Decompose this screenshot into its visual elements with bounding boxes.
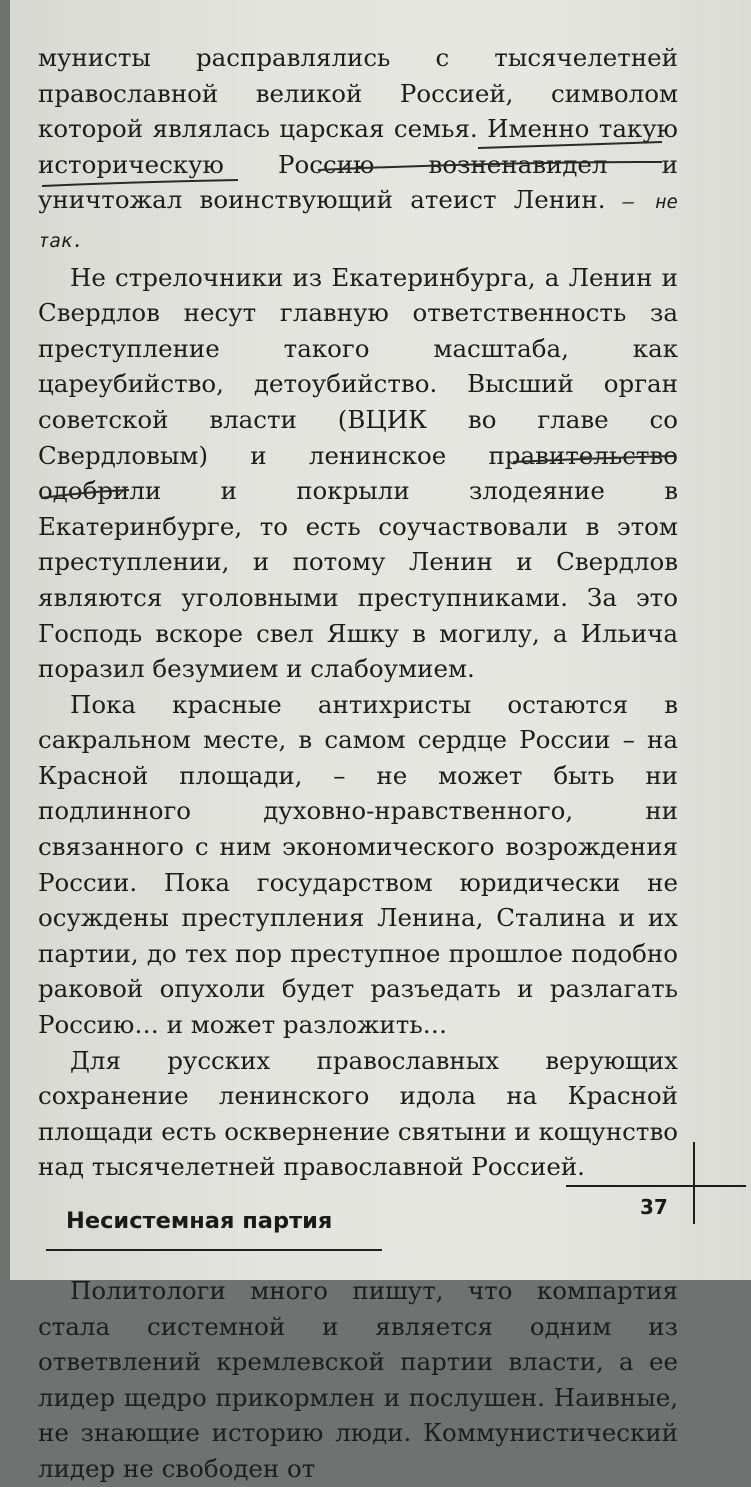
paragraph-1-text: мунисты расправлялись с тысячелетней православной великой Россией, символом которой являлась царская семья. Именно такую историческую Россию возненавидел и уничтожал воинствующий атеист Ленин. bbox=[38, 43, 678, 215]
heading-rule bbox=[46, 1249, 382, 1251]
paragraph-4: Для русских православных верующих сохранение ленинского идола на Красной площади есть осквернение святыни и кощунство над тысячелетней православной Россией. bbox=[38, 1045, 678, 1182]
crop-mark-vertical bbox=[693, 1142, 695, 1224]
crop-mark-horizontal bbox=[566, 1185, 746, 1187]
paragraph-1 bbox=[38, 40, 678, 260]
paragraph-5: Политологи много пишут, что компартия стала системной и является одним из ответвлений кремлевской партии власти, а ее лидер щедро прикормлен и послушен. Наивные, не знающие историю люди. Коммунистический лидер не свободен от bbox=[38, 1276, 678, 1483]
page-text bbox=[38, 40, 678, 1487]
paragraph-3: Пока красные антихристы остаются в сакральном месте, в самом сердце России – на Красной площади, – не может быть ни подлинного духовно-нравственного, ни связанного с ним экономического возрождения России. Пока государством юридически не осуждены преступления Ленина, Сталина и их партии, до тех пор преступное прошлое подобно раковой опухоли будет разъедать и разлагать Россию… и может разложить… bbox=[38, 689, 678, 1040]
paragraph-2: Не стрелочники из Екатеринбурга, а Ленин и Свердлов несут главную ответственность за преступление такого масштаба, как цареубийство, детоубийство. Высший орган советской власти (ВЦИК во главе со Свердловым) и ленинское правительство одобрили и покрыли злодеяние в Екатеринбурге, то есть соучаствовали в этом преступлении, и потому Ленин и Свердлов являются уголовными преступниками. За это Господь вскоре свел Яшку в могилу, а Ильича поразил безумием и слабоумием. bbox=[38, 262, 678, 684]
section-heading: Несистемная партия bbox=[66, 1208, 333, 1234]
book-page bbox=[10, 0, 751, 1483]
page-number: 37 bbox=[640, 1195, 668, 1219]
handwritten-note: – не так. bbox=[38, 191, 678, 252]
